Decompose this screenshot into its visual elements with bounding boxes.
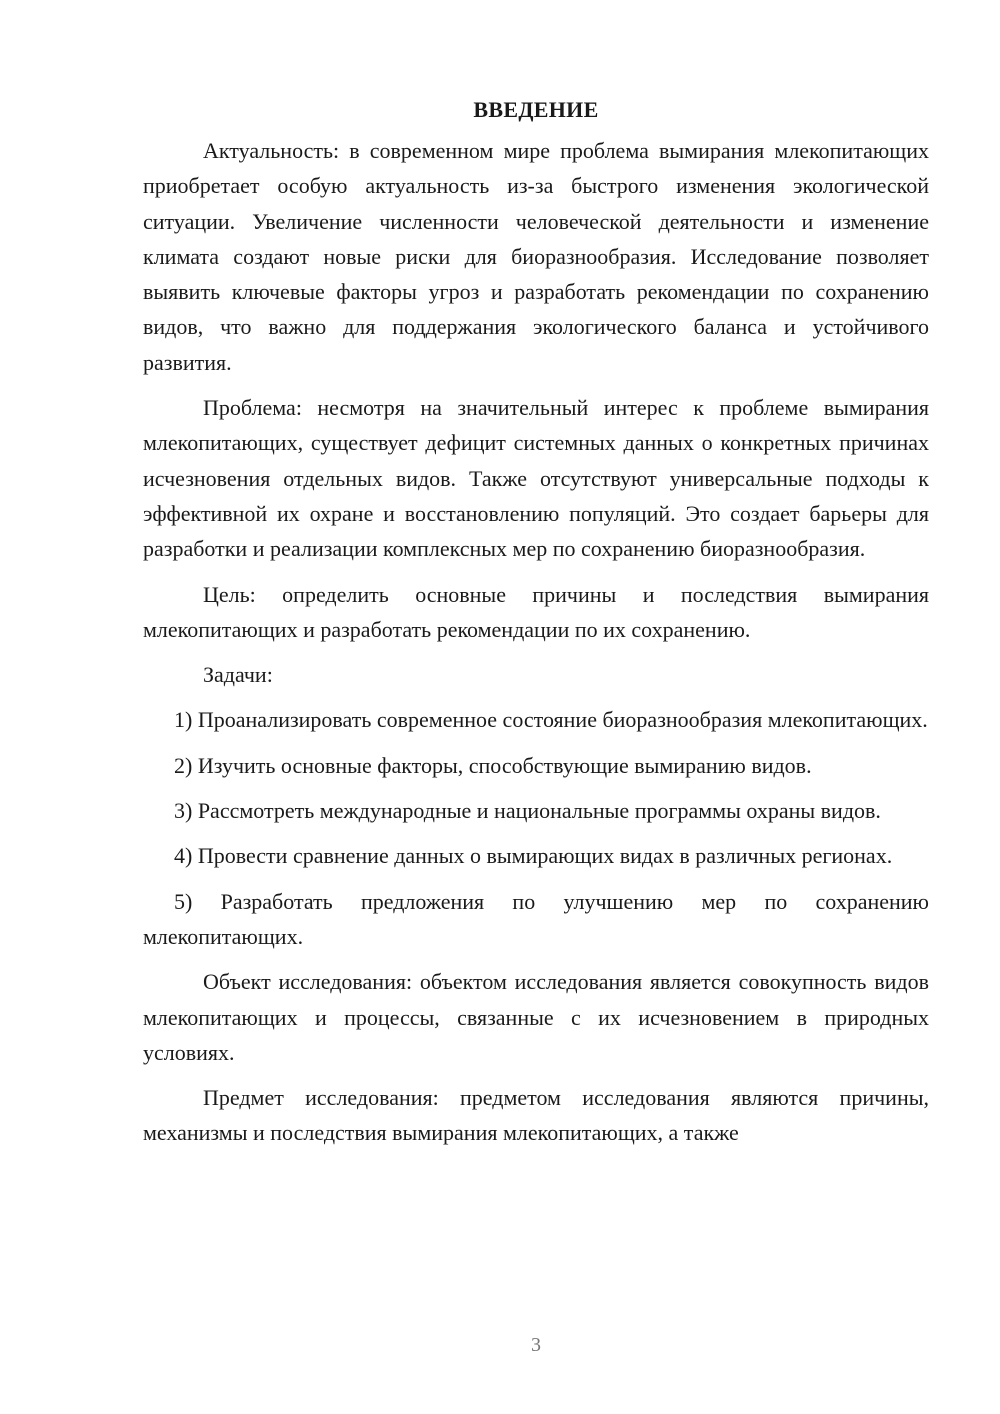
paragraph-relevance: Актуальность: в современном мире проблема вымирания млекопитающих приобретает особую актуальность из-за быстрого изменения экологической ситуации. Увеличение численности человеческой деятельности и изменение климата создают новые риски для биоразнообразия. Исследование позволяет выявить ключевые факторы угроз и разработать рекомендации по сохранению видов, что важно для поддержания экологического баланса и устойчивого развития. <box>143 138 929 375</box>
tasks-heading: Задачи: <box>203 662 273 688</box>
paragraph-object: Объект исследования: объектом исследования является совокупность видов млекопитающих и процессы, связанные с их исчезновением в природных условиях. <box>143 969 929 1065</box>
paragraph-goal: Цель: определить основные причины и последствия вымирания млекопитающих и разработать рекомендации по их сохранению. <box>143 581 929 642</box>
paragraph-problem: Проблема: несмотря на значительный интерес к проблеме вымирания млекопитающих, существует дефицит системных данных о конкретных причинах исчезновения отдельных видов. Также отсутствуют универсальные подходы к эффективной их охране и восстановлению популяций. Это создает барьеры для разработки и реализации комплексных мер по сохранению биоразнообразия. <box>143 395 929 562</box>
paragraph-subject: Предмет исследования: предметом исследования являются причины, механизмы и последствия вымирания млекопитающих, а также <box>143 1085 929 1146</box>
page-content <box>143 95 929 1161</box>
task-item-3: 3) Рассмотреть международные и национальные программы охраны видов. <box>174 798 881 824</box>
section-title: ВВЕДЕНИЕ <box>473 97 599 122</box>
task-item-5: 5) Разработать предложения по улучшению мер по сохранению млекопитающих. <box>143 888 929 949</box>
page-number: 3 <box>531 1334 541 1356</box>
task-item-2: 2) Изучить основные факторы, способствующие вымиранию видов. <box>174 752 812 778</box>
task-item-4: 4) Провести сравнение данных о вымирающих видах в различных регионах. <box>174 843 893 869</box>
task-item-1: 1) Проанализировать современное состояние биоразнообразия млекопитающих. <box>174 707 928 733</box>
